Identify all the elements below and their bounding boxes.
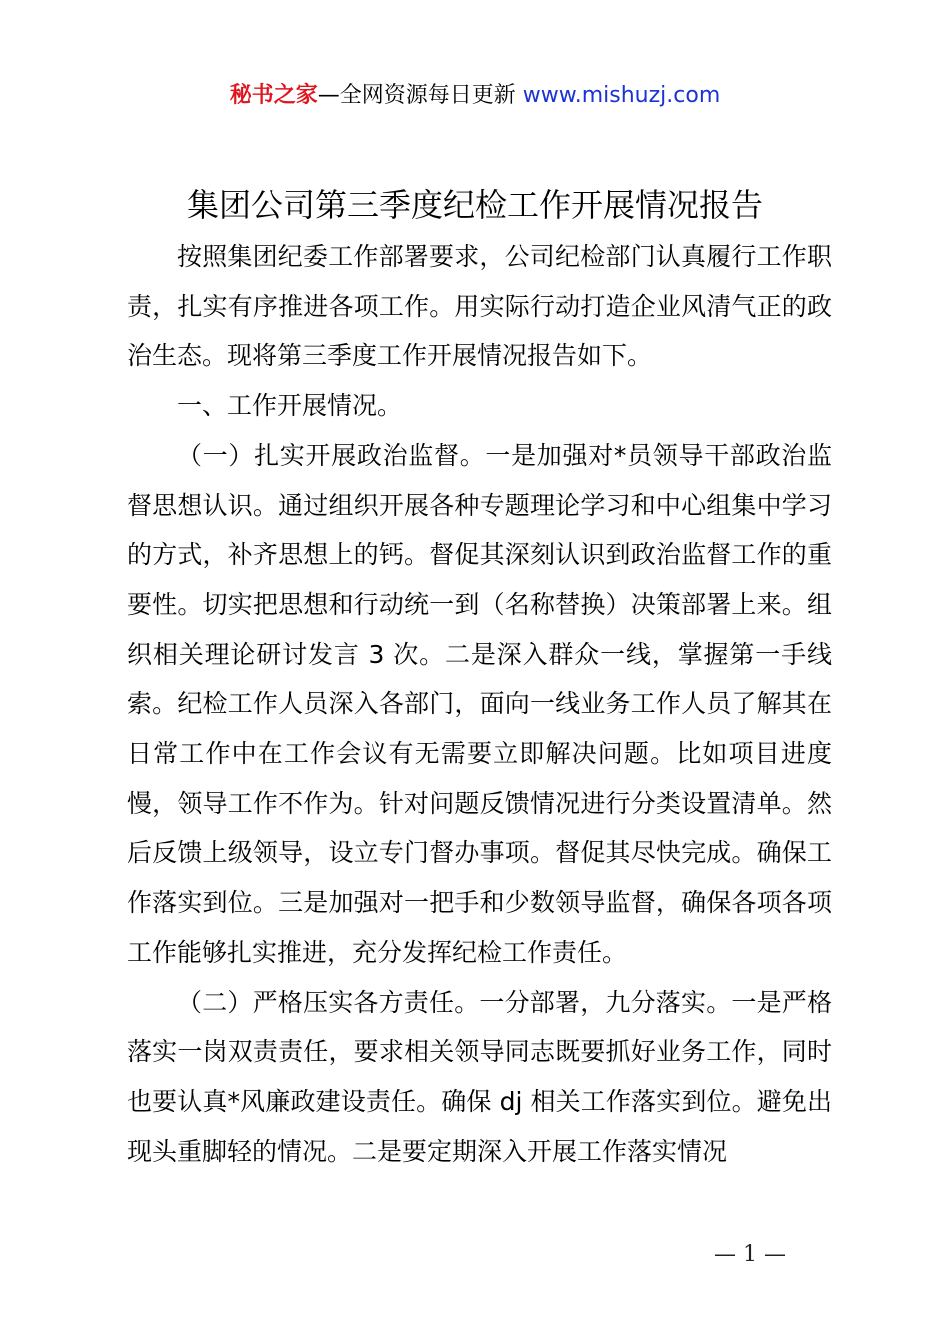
site-header xyxy=(0,80,950,112)
paragraph: （二）严格压实各方责任。一分部署，九分落实。一是严格落实一岗双责责任，要求相关领导同志既要抓好业务工作，同时也要认真*风廉政建设责任。确保 dj 相关工作落实到位。避免出现头重脚轻的情况。二是要定期深入开展工作落实情况 xyxy=(127,987,832,1166)
section-heading: 一、工作开展情况。 xyxy=(177,391,403,421)
paragraph: 按照集团纪委工作部署要求，公司纪检部门认真履行工作职责，扎实有序推进各项工作。用实际行动打造企业风清气正的政治生态。现将第三季度工作开展情况报告如下。 xyxy=(127,242,832,371)
brand-name: 秘书之家 xyxy=(229,83,318,108)
document-title: 集团公司第三季度纪检工作开展情况报告 xyxy=(186,186,763,224)
brand-slogan: —全网资源每日更新 xyxy=(317,83,516,108)
page-number: — 1 — xyxy=(714,1242,786,1267)
document-body xyxy=(127,232,832,1176)
paragraph: （一）扎实开展政治监督。一是加强对*员领导干部政治监督思想认识。通过组织开展各种专题理论学习和中心组集中学习的方式，补齐思想上的钙。督促其深刻认识到政治监督工作的重要性。切实把思想和行动统一到（名称替换）决策部署上来。组织相关理论研讨发言 3 次。二是深入群众一线，掌握第一手线索。纪检工作人员深入各部门，面向一线业务工作人员了解其在日常工作中在工作会议有无需要立即解决问题。比如项目进度慢，领导工作不作为。针对问题反馈情况进行分类设置清单。然后反馈上级领导，设立专门督办事项。督促其尽快完成。确保工作落实到位。三是加强对一把手和少数领导监督，确保各项各项工作能够扎实推进，充分发挥纪检工作责任。 xyxy=(127,440,832,967)
site-url-link[interactable]: www.mishuzj.com xyxy=(522,83,721,108)
